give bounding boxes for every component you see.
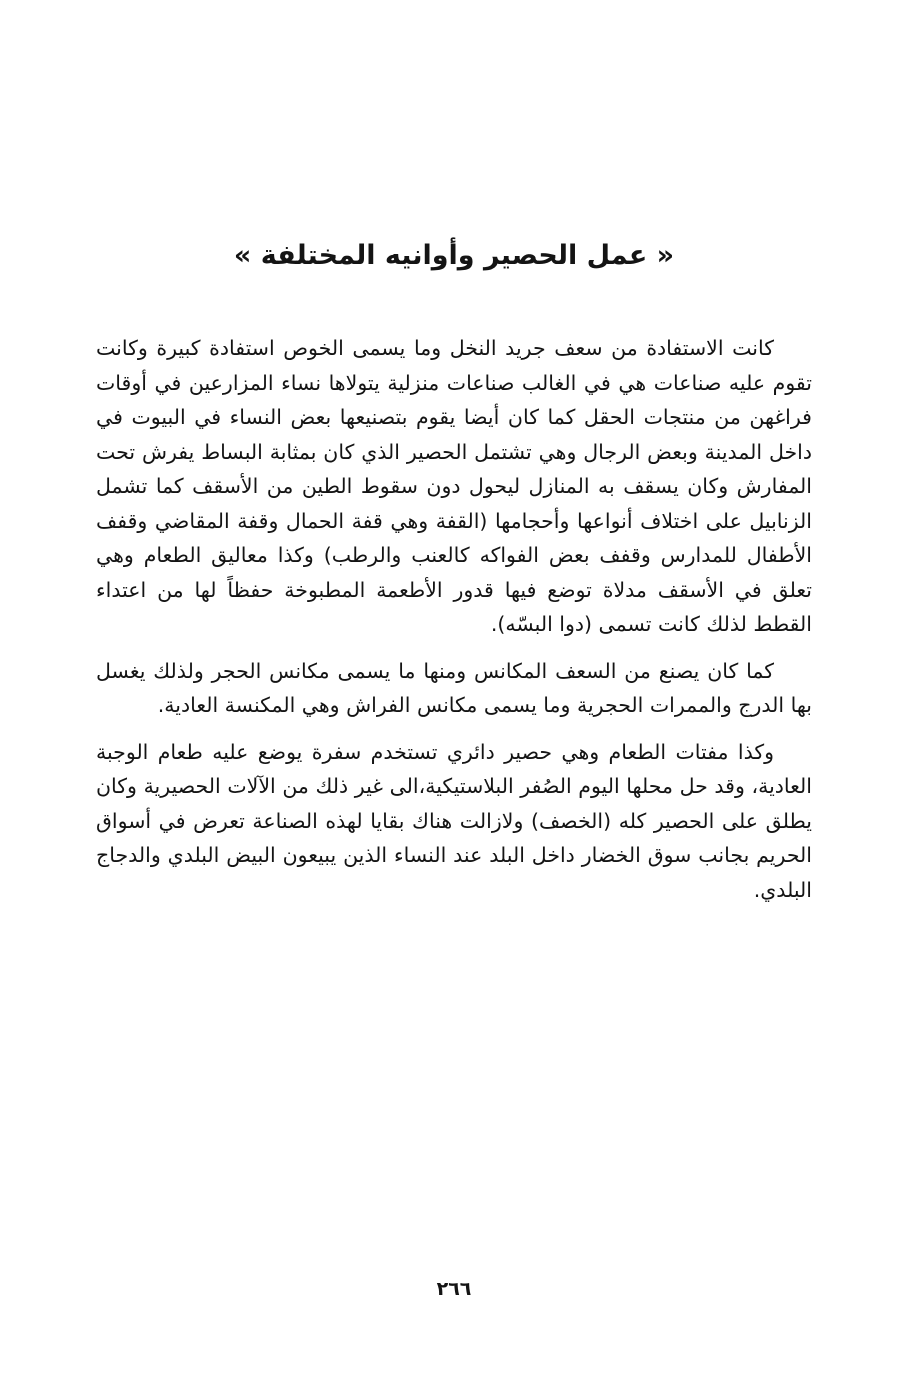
paragraph: كانت الاستفادة من سعف جريد النخل وما يسمى الخوص استفادة كبيرة وكانت تقوم عليه صناعات هي في الغالب صناعات منزلية يتولاها نساء المزارعين في أوقات فراغهن من منتجات الحقل كما كان أيضا يقوم بتصنيعها بعض النساء في البيوت في داخل المدينة وبعض الرجال وهي تشتمل الحصير الذي كان بمثابة البساط يفرش تحت المفارش وكان يسقف به المنازل ليحول دون سقوط الطين من الأسقف كما تشمل الزنابيل على اختلاف أنواعها وأحجامها (القفة وهي قفة الحمال وقفة المقاضي وقفف الأطفال للمدارس وقفف بعض الفواكه كالعنب والرطب) وكذا معاليق الطعام وهي تعلق في الأسقف مدلاة توضع فيها قدور الأطعمة المطبوخة حفظاً لها من اعتداء القطط لذلك كانت تسمى (دوا البسّه). xyxy=(96,336,812,636)
body-text xyxy=(96,331,812,919)
paragraph: كما كان يصنع من السعف المكانس ومنها ما يسمى مكانس الحجر ولذلك يغسل بها الدرج والممرات الحجرية وما يسمى مكانس الفراش وهي المكنسة العادية. xyxy=(96,658,812,717)
section-title: « عمل الحصير وأوانيه المختلفة » xyxy=(233,240,675,271)
paragraph: وكذا مفتات الطعام وهي حصير دائري تستخدم سفرة يوضع عليه طعام الوجبة العادية، وقد حل محلها اليوم الصُفر البلاستيكية،الى غير ذلك من الآلات الحصيرية وكان يطلق على الحصير كله (الخصف) ولازالت هناك بقايا لهذه الصناعة تعرض في أسواق الحريم بجانب سوق الخضار داخل البلد عند النساء الذين يبيعون البيض البلدي والدجاج البلدي. xyxy=(96,739,812,902)
page-number: ٢٦٦ xyxy=(436,1278,472,1300)
